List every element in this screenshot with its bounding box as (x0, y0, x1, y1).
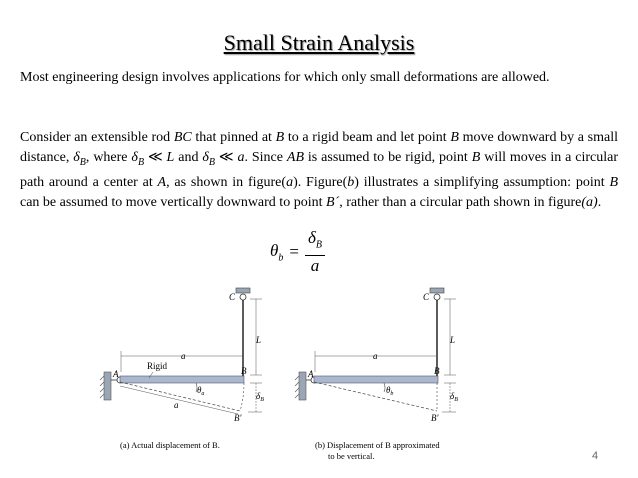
figure-b-label-b: B (434, 366, 440, 376)
figure-b-label-delta: $\delta_B$ (450, 391, 458, 403)
figure-b-label-l: L (450, 335, 456, 345)
figure-b-displaced-line (314, 382, 437, 411)
formula-numerator: $\delta_B$ (305, 228, 325, 256)
figure-b-label-theta: $\theta_b$ (386, 385, 394, 397)
figure-b-label-a-top: a (373, 351, 378, 361)
figure-a-label-bprime: B' (234, 413, 242, 423)
description-paragraph: Consider an extensible rod BC that pinned at B to a rigid beam and let point B move downward by a small distance, $\delta_B$, where $\delta_B$ ≪ L and $\delta_B$ ≪ a. Since AB is assumed to be rigid, point B will moves in a circular path around a center at A, as shown in figure(a). Figure(b) illustrates a simplifying assumption: point B can be assumed to move vertically downward to point B´, rather than a circular path shown in figure(a). (20, 130, 619, 210)
figure-a-label-a-bottom: a (174, 400, 179, 410)
figure-a-label-b: B (241, 366, 247, 376)
figure-b-caption (315, 440, 535, 462)
figure-a-label-a-point: A (113, 369, 119, 379)
figure-b-wall-hatch (295, 376, 299, 398)
figure-b-support-c (430, 288, 444, 293)
figure-a-label-delta: $\delta_B$ (256, 391, 264, 403)
intro-paragraph: Most engineering design involves applications for which only small deformations are allowed. (20, 70, 550, 85)
formula-equals: = (289, 242, 299, 262)
figure-b-wall (299, 372, 306, 400)
figure-b-label-a-point: A (308, 369, 314, 379)
page-number: 4 (592, 450, 599, 462)
figure-a-caption: (a) Actual displacement of B. (120, 440, 220, 450)
figure-b-pin-c (434, 294, 440, 300)
figure-b-label-bprime: B' (431, 413, 439, 423)
formula-denominator: a (310, 256, 320, 276)
slide-title: Small Strain Analysis (223, 30, 415, 55)
figure-a-label-theta: $\theta_a$ (197, 385, 205, 397)
figure-a-label-c: C (229, 292, 236, 302)
figure-b-caption-line1: (b) Displacement of B approximated (315, 440, 440, 450)
figure-b-rigid-beam (314, 376, 438, 383)
figure-b-caption-line2: to be vertical. (328, 451, 375, 461)
figure-a-label-rigid: Rigid (147, 361, 168, 371)
formula-lhs: $\theta_b$ (270, 241, 284, 264)
figure-b-label-c: C (423, 292, 430, 302)
figure-a-label-a-top: a (181, 351, 186, 361)
figure-a-label-l: L (256, 335, 262, 345)
